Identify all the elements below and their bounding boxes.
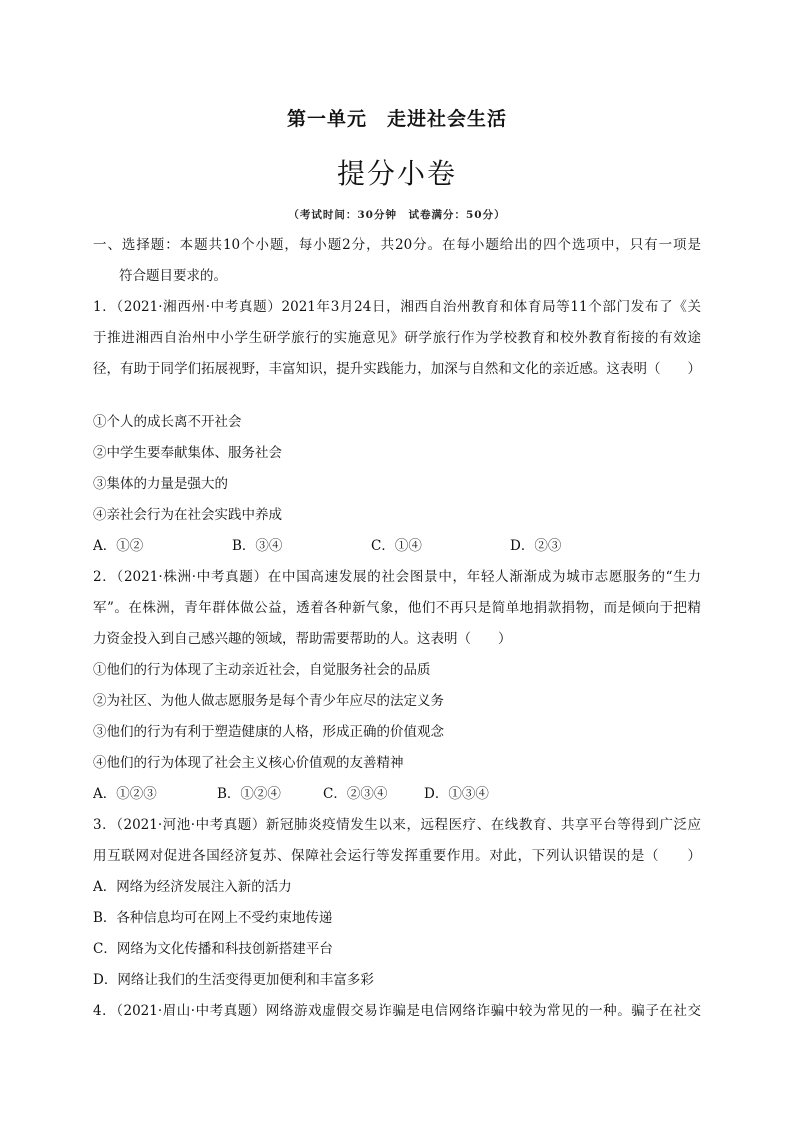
q3-option-c[interactable]: C．网络为文化传播和科技创新搭建平台 [93,941,333,957]
q2-stem-line1: 2．（2021·株洲·中考真题）在中国高速发展的社会图景中，年轻人渐渐成为城市志愿服务的“生力 [93,569,701,585]
spacer [93,385,701,407]
q3-option-a[interactable]: A．网络为经济发展注入新的活力 [93,879,292,895]
section-instruction-line1: 一、选择题：本题共10个小题，每小题2分，共20分。在每小题给出的四个选项中，只有一项是 [93,237,701,253]
q1-stem-line3: 径，有助于同学们拓展视野，丰富知识，提升实践能力，加深与自然和文化的亲近感。这表明（ ） [93,361,701,377]
q3-stem-line2: 用互联网对促进各国经济复苏、保障社会运行等发挥重要作用。对此，下列认识错误的是（ ） [93,848,701,864]
q2-option-b[interactable]: B．①②④ [217,786,281,802]
q1-options [93,531,701,562]
q2-stem-line3: 力资金投入到自己感兴趣的领域，帮助需要帮助的人。这表明（ ） [93,631,512,647]
q1-statement-2: ②中学生要奉献集体、服务社会 [93,445,282,461]
question-content [93,230,701,1027]
q3-stem-line1: 3．（2021·河池·中考真题）新冠肺炎疫情发生以来，远程医疗、在线教育、共享平台等得到广泛应 [93,817,701,833]
q4-stem-line1: 4．（2021·眉山·中考真题）网络游戏虚假交易诈骗是电信网络诈骗中较为常见的一种。骗子在社交 [93,1003,701,1019]
q1-statement-3: ③集体的力量是强大的 [93,476,228,492]
q1-statement-1: ①个人的成长离不开社会 [93,414,242,430]
q2-statement-3: ③他们的行为有利于塑造健康的人格，形成正确的价值观念 [93,724,444,740]
page-title: 提分小卷 [336,157,457,190]
q2-stem-line2: 军”。在株洲，青年群体做公益，透着各种新气象，他们不再只是简单地捐款捐物，而是倾向于把精 [93,600,701,616]
q1-stem-line2: 于推进湘西自治州中小学生研学旅行的实施意见》研学旅行作为学校教育和校外教育衔接的有效途 [93,330,701,346]
q2-option-d[interactable]: D．①③④ [424,786,489,802]
q2-option-c[interactable]: C．②③④ [323,786,388,802]
q2-options [93,779,701,810]
q1-option-c[interactable]: C．①④ [371,538,422,554]
q1-option-b[interactable]: B．③④ [232,538,283,554]
q3-option-b[interactable]: B．各种信息均可在网上不受约束地传递 [93,910,333,926]
q2-statement-1: ①他们的行为体现了主动亲近社会，自觉服务社会的品质 [93,662,431,678]
q2-statement-2: ②为社区、为他人做志愿服务是每个青少年应尽的法定义务 [93,693,444,709]
section-instruction-line2: 符合题目要求的。 [119,268,227,284]
q3-option-d[interactable]: D．网络让我们的生活变得更加便利和丰富多彩 [93,972,374,988]
q2-statement-4: ④他们的行为体现了社会主义核心价值观的友善精神 [93,755,404,771]
q1-stem-line1: 1．（2021·湘西州·中考真题）2021年3月24日，湘西自治州教育和体育局等11个部门发布了《关 [93,299,701,315]
q1-option-a[interactable]: A．①② [93,538,144,554]
q1-statement-4: ④亲社会行为在社会实践中养成 [93,507,282,523]
exam-info: （考试时间：30分钟 试卷满分：50分） [288,209,506,221]
q2-option-a[interactable]: A．①②③ [93,786,157,802]
unit-title: 第一单元 走进社会生活 [286,108,507,130]
q1-option-d[interactable]: D．②③ [510,538,562,554]
